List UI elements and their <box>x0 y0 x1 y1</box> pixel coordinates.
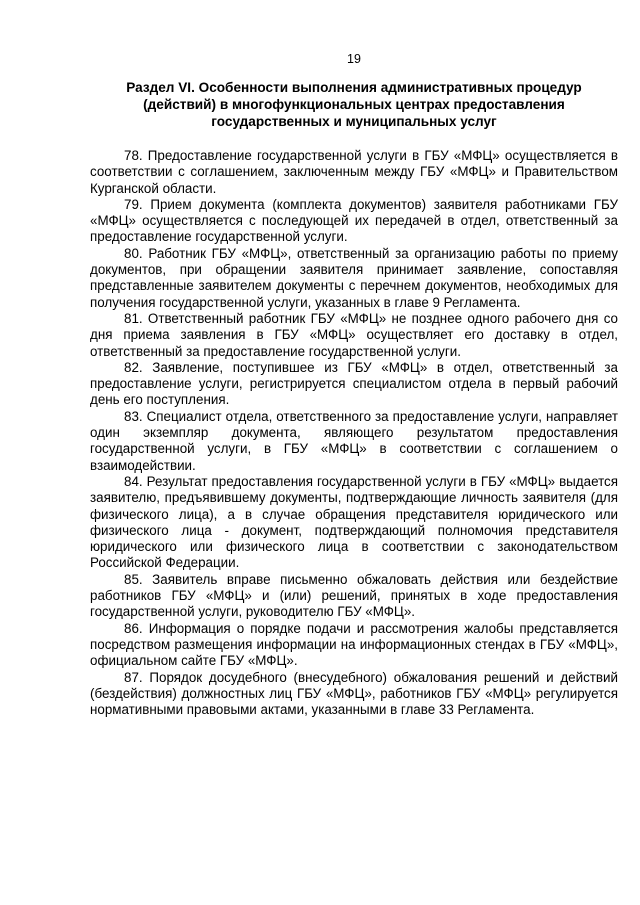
paragraph-83: 83. Специалист отдела, ответственного за предоставление услуги, направляет один экземпляр документа, являющего результатом предоставления государственной услуги, в ГБУ «МФЦ» в соответствии с соглашением о взаимодействии. <box>90 408 618 473</box>
paragraph-87: 87. Порядок досудебного (внесудебного) обжалования решений и действий (бездействия) должностных лиц ГБУ «МФЦ», работников ГБУ «МФЦ» регулируется нормативными правовыми актами, указанными в главе 33 Регламента. <box>90 669 618 718</box>
paragraph-81: 81. Ответственный работник ГБУ «МФЦ» не позднее одного рабочего дня со дня приема заявления в ГБУ «МФЦ» осуществляет его доставку в отдел, ответственный за предоставление государственной услуги. <box>90 310 618 359</box>
document-page <box>90 40 618 718</box>
section-title-line: Раздел VI. Особенности выполнения административных процедур <box>126 80 582 95</box>
body-text <box>90 148 618 718</box>
paragraph-84: 84. Результат предоставления государственной услуги в ГБУ «МФЦ» выдается заявителю, предъявившему документы, подтверждающие личность заявителя (для физического лица), а в случае обращения представителя юридического или физического лица - документ, подтверждающий полномочия представителя юридического или физического лица в соответствии с законодательством Российской Федерации. <box>90 473 618 571</box>
section-title-line: (действий) в многофункциональных центрах предоставления <box>143 97 565 112</box>
paragraph-78: 78. Предоставление государственной услуги в ГБУ «МФЦ» осуществляется в соответствии с соглашением, заключенным между ГБУ «МФЦ» и Правительством Курганской области. <box>90 148 618 196</box>
page-number: 19 <box>347 52 361 66</box>
section-title <box>90 79 618 130</box>
paragraph-86: 86. Информация о порядке подачи и рассмотрения жалобы представляется посредством размещения информации на информационных стендах в ГБУ «МФЦ», официальном сайте ГБУ «МФЦ». <box>90 620 618 669</box>
paragraph-80: 80. Работник ГБУ «МФЦ», ответственный за организацию работы по приему документов, при обращении заявителя принимает заявление, сопоставляя представленные заявителем документы с перечнем документов, необходимых для получения государственной услуги, указанных в главе 9 Регламента. <box>90 245 618 310</box>
paragraph-85: 85. Заявитель вправе письменно обжаловать действия или бездействие работников ГБУ «МФЦ» и (или) решений, принятых в ходе предоставления государственной услуги, руководителю ГБУ «МФЦ». <box>90 571 618 620</box>
paragraph-82: 82. Заявление, поступившее из ГБУ «МФЦ» в отдел, ответственный за предоставление услуги, регистрируется специалистом отдела в первый рабочий день его поступления. <box>90 359 618 408</box>
section-title-line: государственных и муниципальных услуг <box>211 114 497 129</box>
paragraph-79: 79. Прием документа (комплекта документов) заявителя работниками ГБУ «МФЦ» осуществляется с последующей их передачей в отдел, ответственный за предоставление государственной услуги. <box>90 196 618 245</box>
